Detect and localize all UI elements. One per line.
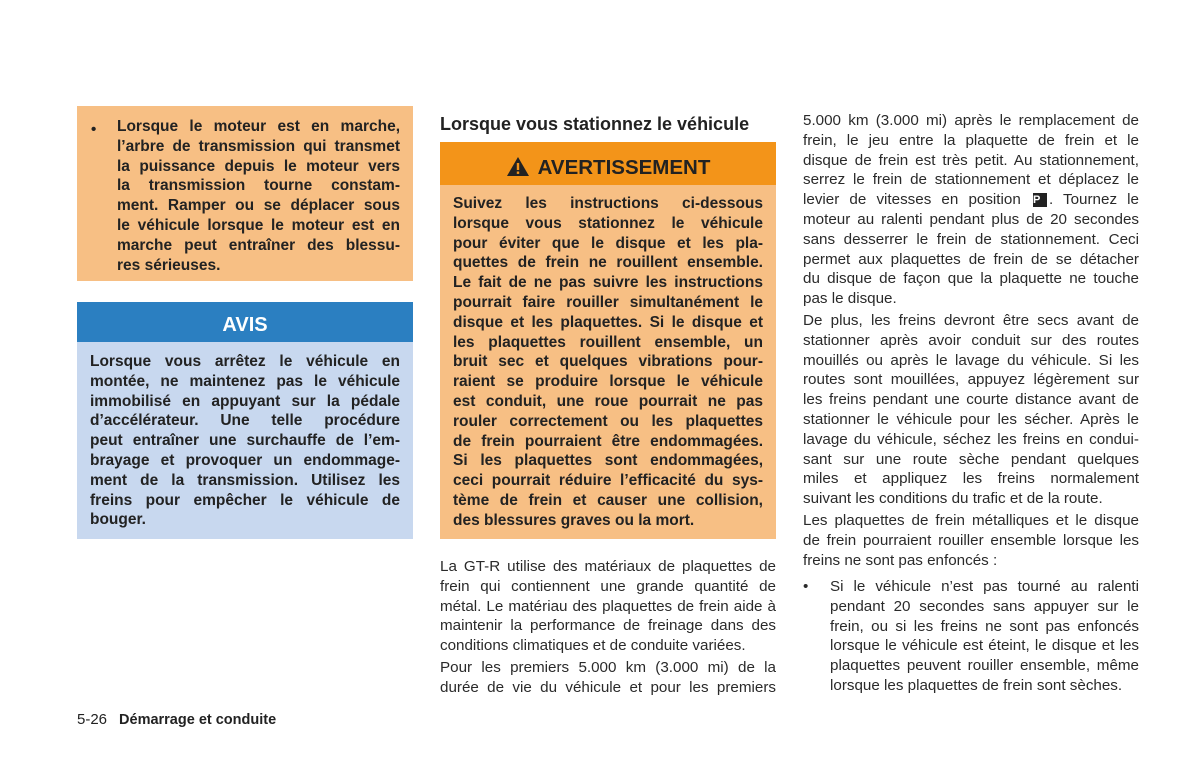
section-title: Lorsque vous stationnez le véhicule — [440, 114, 750, 134]
text-line: du disque de façon que la plaquette ne touche — [803, 270, 1139, 288]
text-line: les plaquettes rouillent ensemble, un — [453, 333, 763, 351]
text-line: la puissance depuis le moteur vers — [117, 157, 400, 175]
park-position-icon: P — [1033, 193, 1047, 207]
text-line: lorsque le véhicule est éteint, le disque et les — [830, 637, 1139, 655]
text-line: Si les plaquettes sont endommagées, — [453, 452, 763, 470]
text-line: frein qui contiennent une grande quantité de — [440, 577, 776, 595]
text-line: lorsque vous stationnez le véhicule — [453, 214, 763, 232]
text-line: routes sont mouillées, appuyez légèrement sur — [803, 371, 1139, 389]
notice-text — [90, 352, 400, 530]
page-number: 5-26 — [77, 711, 108, 728]
text-line: plaquettes peuvent rouiller ensemble, même — [830, 657, 1139, 675]
text-line: raient se produire lorsque le véhicule — [453, 373, 763, 391]
text-line: moteur au ralenti pendant plus de 20 secondes — [803, 210, 1139, 228]
text-line: ceci pourrait réduire l’efficacité du sys- — [453, 472, 763, 490]
text-line: est conduit, une roue pourrait ne pas — [453, 392, 763, 410]
notice-header: AVIS — [77, 302, 413, 342]
text-line: mouillés ou après le lavage du véhicule. Si les — [803, 351, 1139, 369]
warning-triangle-icon — [506, 156, 530, 177]
text-line: permet aux plaquettes de frein de se détacher — [803, 250, 1139, 268]
text-line: res sérieuses. — [117, 256, 221, 274]
text-line: freins ne sont pas enfoncés : — [803, 551, 998, 569]
text-line: pour éviter que le disque et les pla- — [453, 234, 763, 252]
text-line: La GT-R utilise des matériaux de plaquettes de — [440, 558, 776, 575]
body-paragraphs — [803, 111, 1139, 570]
bullet-marker: • — [91, 121, 97, 138]
text-fragment: levier de vitesses en position — [803, 191, 1021, 209]
footer-section-title: Démarrage et conduite — [119, 712, 277, 728]
text-line: d’accélérateur. Une telle procédure — [90, 412, 400, 430]
text-line: De plus, les freins devront être secs avant de — [803, 311, 1139, 329]
text-line: disque de frein est très petit. Au stationnement, — [803, 151, 1139, 169]
text-line: ment. Ramper ou se déplacer sous — [117, 197, 400, 215]
text-line: de frein pourraient être endommagées. — [453, 432, 763, 450]
text-line: quettes de frein ne rouillent ensemble. — [453, 254, 763, 272]
text-line: métal. Le matériau des plaquettes de frein aide à — [440, 597, 776, 615]
text-line: bouger. — [90, 511, 146, 529]
body-paragraphs — [440, 557, 776, 698]
text-line: Lorsque le moteur est en marche, — [117, 118, 400, 135]
text-line: le véhicule lorsque le moteur est en — [117, 216, 400, 234]
text-line: sant sur une route sèche pendant quelques — [803, 450, 1139, 468]
text-line: immobilisé en appuyant sur la pédale — [90, 392, 400, 410]
text-line: Lorsque vous arrêtez le véhicule en — [90, 353, 400, 370]
bullet-text — [830, 577, 1139, 696]
text-line: peut entraîner une surchauffe de l’em- — [90, 432, 400, 450]
text-line — [803, 190, 1139, 210]
text-line: Suivez les instructions ci-dessous — [453, 195, 763, 212]
text-line: rouler correctement ou les plaquettes — [453, 412, 763, 430]
warning-box-continued — [77, 106, 413, 281]
text-line: Le fait de ne pas suivre les instructions — [453, 274, 763, 292]
text-line: freins pour empêcher le véhicule de — [90, 491, 400, 509]
warning-text — [117, 117, 400, 275]
text-line: stationner après avoir conduit sur des routes — [803, 331, 1139, 349]
text-line: serrez le frein de stationnement et déplacez le — [803, 171, 1139, 189]
text-line: miles et appliquez les freins normalement — [803, 470, 1139, 488]
text-line: lavage du véhicule, séchez les freins en condui- — [803, 430, 1139, 448]
text-line: bruit sec et quelques vibrations pour- — [453, 353, 763, 371]
text-fragment: . Tournez le — [1048, 191, 1139, 209]
text-line: 5.000 km (3.000 mi) après le remplacement de — [803, 112, 1139, 129]
text-line: tème de frein et causer une collision, — [453, 491, 763, 509]
text-line: stationner le véhicule pour les sécher. Après le — [803, 410, 1139, 428]
text-line: maintenir la performance de freinage dans des — [440, 617, 776, 635]
notice-box — [77, 342, 413, 539]
warning-box — [440, 185, 776, 539]
text-line: frein, ou si les freins ne sont pas enfoncés — [830, 617, 1139, 635]
warning-header — [440, 142, 776, 185]
text-line: disque et les plaquettes. Si le disque et — [453, 313, 763, 331]
text-line: pas le disque. — [803, 290, 897, 308]
text-line: Si le véhicule n’est pas tourné au ralenti — [830, 578, 1139, 595]
text-line: des blessures graves ou la mort. — [453, 511, 695, 529]
text-line: montée, ne maintenez pas le véhicule — [90, 372, 400, 390]
text-line: durée de vie du véhicule et pour les premiers — [440, 678, 776, 696]
text-line: brayage et provoquer un endommage- — [90, 451, 400, 469]
text-line: ment de la transmission. Utilisez les — [90, 471, 400, 489]
text-line: pourrait faire rouiller simultanément le — [453, 293, 763, 311]
text-line: suivant les conditions du trafic et de la route. — [803, 490, 1103, 508]
text-line: l’arbre de transmission qui transmet — [117, 137, 400, 155]
text-line: la transmission tourne constam- — [117, 177, 400, 195]
bullet-marker: • — [803, 578, 809, 595]
text-line: Pour les premiers 5.000 km (3.000 mi) de la — [440, 658, 776, 676]
text-line: Les plaquettes de frein métalliques et le disque — [803, 511, 1139, 529]
text-line: de frein pourraient rouiller ensemble lorsque les — [803, 531, 1139, 549]
text-line: marche peut entraîner des blessu- — [117, 236, 400, 254]
text-line: sans desserrer le frein de stationnement. Ceci — [803, 230, 1139, 248]
page-footer — [77, 710, 276, 730]
text-line: les freins pendant une courte distance avant de — [803, 391, 1139, 409]
text-line: frein, le jeu entre la plaquette de frein et le — [803, 131, 1139, 149]
text-line: lorsque les plaquettes de frein sont sèches. — [830, 676, 1123, 694]
text-line: conditions climatiques et de conduite variées. — [440, 637, 746, 655]
warning-text — [453, 194, 763, 531]
text-line: pendant 20 secondes sans appuyer sur le — [830, 597, 1139, 615]
warning-title: AVERTISSEMENT — [537, 156, 711, 179]
